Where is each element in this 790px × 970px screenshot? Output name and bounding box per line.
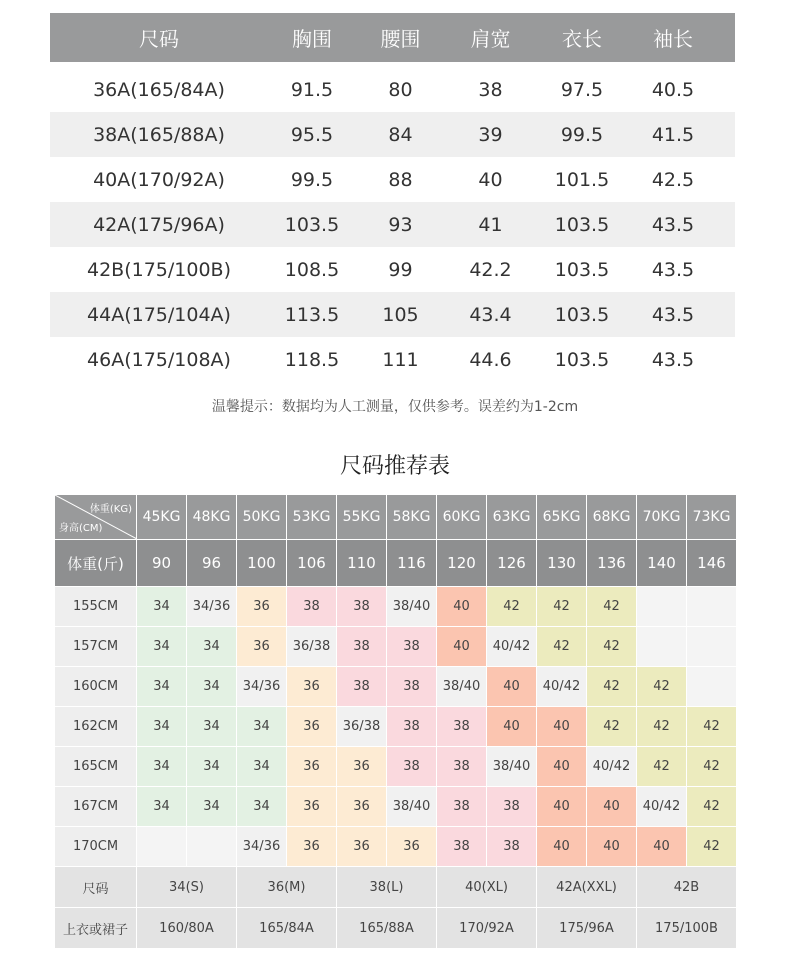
- size-cell: [187, 827, 237, 867]
- height-label: 155CM: [55, 587, 137, 627]
- weight-kg-cell: 48KG: [187, 495, 237, 540]
- header-waist: 腰围: [380, 27, 421, 51]
- size-cell: 34: [187, 747, 237, 787]
- size-table-header: [50, 13, 735, 62]
- table-row: [50, 202, 735, 247]
- weight-jin-cell: 110: [337, 540, 387, 587]
- table-cell: 84: [388, 123, 413, 146]
- table-cell: 93: [388, 213, 413, 236]
- weight-jin-cell: 136: [587, 540, 637, 587]
- table-cell: 101.5: [554, 168, 610, 191]
- size-cell: 42: [537, 627, 587, 667]
- size-cell: 42: [687, 747, 737, 787]
- table-row: [50, 337, 735, 382]
- weight-jin-label: 体重(斤): [55, 540, 137, 587]
- size-cell: 42: [637, 747, 687, 787]
- table-cell: 42A(175/96A): [93, 213, 225, 236]
- size-cell: [637, 587, 687, 627]
- table-cell: 42.5: [651, 168, 695, 191]
- weight-jin-cell: 130: [537, 540, 587, 587]
- size-cell: 34: [187, 787, 237, 827]
- size-cell: 38: [387, 667, 437, 707]
- size-cell: 36: [287, 667, 337, 707]
- garment-row: [55, 908, 737, 949]
- table-row: [50, 247, 735, 292]
- corner-weight-label: 体重(KG): [89, 504, 132, 515]
- garment-row-cell: 160/80A: [137, 908, 237, 949]
- size-row-cell: 40(XL): [437, 867, 537, 908]
- size-cell: 40/42: [487, 627, 537, 667]
- size-cell: [687, 587, 737, 627]
- table-row: [50, 112, 735, 157]
- table-cell: 43.5: [651, 258, 695, 281]
- table-cell: 88: [388, 168, 413, 191]
- size-cell: 40: [637, 827, 687, 867]
- table-cell: 41: [478, 213, 503, 236]
- size-cell: 42: [687, 707, 737, 747]
- size-cell: 36/38: [287, 627, 337, 667]
- size-cell: 40: [437, 627, 487, 667]
- height-label: 160CM: [55, 667, 137, 707]
- size-cell: 38: [287, 587, 337, 627]
- table-cell: 44.6: [469, 348, 512, 371]
- weight-kg-cell: 55KG: [337, 495, 387, 540]
- size-cell: 36: [287, 787, 337, 827]
- table-cell: 91.5: [290, 78, 334, 101]
- height-row: [55, 707, 737, 747]
- height-label: 165CM: [55, 747, 137, 787]
- header-chest: 胸围: [292, 27, 332, 51]
- size-cell: 36: [237, 587, 287, 627]
- recommend-table: [54, 494, 737, 949]
- size-cell: 40: [437, 587, 487, 627]
- weight-kg-row: [55, 495, 737, 540]
- size-cell: 36: [287, 707, 337, 747]
- size-row-cell: 38(L): [337, 867, 437, 908]
- table-cell: 103.5: [554, 213, 610, 236]
- table-cell: 103.5: [554, 303, 610, 326]
- size-cell: 38: [387, 747, 437, 787]
- table-row: [50, 292, 735, 337]
- size-cell: 40: [537, 827, 587, 867]
- weight-kg-cell: 53KG: [287, 495, 337, 540]
- size-cell: 34: [137, 747, 187, 787]
- height-label: 167CM: [55, 787, 137, 827]
- garment-row-cell: 175/96A: [537, 908, 637, 949]
- size-cell: 38: [437, 787, 487, 827]
- table-cell: 36A(165/84A): [93, 78, 225, 101]
- size-cell: 34: [137, 667, 187, 707]
- table-cell: 103.5: [554, 348, 610, 371]
- size-cell: 36/38: [337, 707, 387, 747]
- table-cell: 40A(170/92A): [93, 168, 225, 191]
- table-cell: 44A(175/104A): [87, 303, 231, 326]
- size-cell: 42: [537, 587, 587, 627]
- size-cell: 34: [137, 787, 187, 827]
- size-cell: 38: [437, 827, 487, 867]
- height-label: 170CM: [55, 827, 137, 867]
- table-cell: 43.4: [469, 303, 512, 326]
- weight-jin-row: [55, 540, 737, 587]
- weight-jin-cell: 140: [637, 540, 687, 587]
- size-cell: 34/36: [187, 587, 237, 627]
- size-cell: 40: [487, 667, 537, 707]
- size-cell: 40: [537, 707, 587, 747]
- table-cell: 43.5: [651, 213, 695, 236]
- table-cell: 46A(175/108A): [87, 348, 231, 371]
- garment-row-label: 上衣或裙子: [55, 908, 137, 949]
- corner-cell: [55, 495, 137, 540]
- size-cell: 38: [387, 627, 437, 667]
- garment-row-cell: 165/84A: [237, 908, 337, 949]
- size-cell: 40: [587, 827, 637, 867]
- size-cell: 40: [487, 707, 537, 747]
- size-row-label: 尺码: [55, 867, 137, 908]
- size-cell: 34: [187, 707, 237, 747]
- weight-kg-cell: 68KG: [587, 495, 637, 540]
- table-cell: 43.5: [651, 348, 695, 371]
- table-cell: 99.5: [290, 168, 334, 191]
- size-cell: 36: [337, 747, 387, 787]
- size-cell: 42: [587, 587, 637, 627]
- size-cell: 38/40: [387, 587, 437, 627]
- size-cell: [637, 627, 687, 667]
- size-cell: 34: [137, 707, 187, 747]
- size-row-cell: 36(M): [237, 867, 337, 908]
- table-cell: 103.5: [554, 258, 610, 281]
- header-shoulder: 肩宽: [470, 27, 511, 51]
- size-cell: 36: [287, 747, 337, 787]
- size-cell: 38: [487, 827, 537, 867]
- size-cell: 34/36: [237, 827, 287, 867]
- table-cell: 39: [478, 123, 503, 146]
- table-row: [50, 67, 735, 112]
- size-cell: 38: [337, 627, 387, 667]
- size-cell: 42: [637, 667, 687, 707]
- size-cell: 42: [587, 707, 637, 747]
- table-cell: 38A(165/88A): [93, 123, 225, 146]
- size-cell: 38: [437, 707, 487, 747]
- size-row: [55, 867, 737, 908]
- size-cell: 40/42: [537, 667, 587, 707]
- size-cell: 40/42: [587, 747, 637, 787]
- size-row-cell: 42A(XXL): [537, 867, 637, 908]
- weight-kg-cell: 45KG: [137, 495, 187, 540]
- size-cell: 38/40: [437, 667, 487, 707]
- weight-jin-cell: 90: [137, 540, 187, 587]
- size-cell: 38: [337, 667, 387, 707]
- table-cell: 118.5: [284, 348, 340, 371]
- weight-jin-cell: 120: [437, 540, 487, 587]
- table-cell: 99: [388, 258, 413, 281]
- size-cell: 34: [137, 627, 187, 667]
- height-row: [55, 747, 737, 787]
- size-cell: 38: [337, 587, 387, 627]
- height-row: [55, 787, 737, 827]
- size-cell: 36: [337, 827, 387, 867]
- size-cell: 42: [587, 667, 637, 707]
- header-length: 衣长: [562, 27, 602, 51]
- weight-jin-cell: 106: [287, 540, 337, 587]
- table-cell: 40.5: [651, 78, 695, 101]
- size-cell: [687, 667, 737, 707]
- height-row: [55, 827, 737, 867]
- size-row-cell: 42B: [637, 867, 737, 908]
- size-cell: 38: [387, 707, 437, 747]
- weight-kg-cell: 50KG: [237, 495, 287, 540]
- size-cell: 36: [237, 627, 287, 667]
- size-cell: 42: [637, 707, 687, 747]
- table-cell: 111: [382, 348, 419, 371]
- size-cell: 36: [337, 787, 387, 827]
- garment-row-cell: 170/92A: [437, 908, 537, 949]
- weight-kg-cell: 60KG: [437, 495, 487, 540]
- weight-kg-cell: 70KG: [637, 495, 687, 540]
- measurement-note: 温馨提示：数据均为人工测量，仅供参考。误差约为1-2cm: [211, 399, 579, 415]
- size-cell: 38: [487, 787, 537, 827]
- table-cell: 108.5: [284, 258, 340, 281]
- weight-jin-cell: 146: [687, 540, 737, 587]
- size-cell: 34: [187, 627, 237, 667]
- height-row: [55, 627, 737, 667]
- size-cell: [137, 827, 187, 867]
- size-cell: [687, 627, 737, 667]
- height-row: [55, 587, 737, 627]
- table-cell: 99.5: [560, 123, 604, 146]
- size-cell: 42: [687, 787, 737, 827]
- size-cell: 34: [137, 587, 187, 627]
- weight-kg-cell: 73KG: [687, 495, 737, 540]
- size-row-cell: 34(S): [137, 867, 237, 908]
- size-cell: 34: [237, 747, 287, 787]
- weight-kg-cell: 63KG: [487, 495, 537, 540]
- weight-kg-cell: 65KG: [537, 495, 587, 540]
- table-cell: 105: [382, 303, 419, 326]
- size-cell: 42: [687, 827, 737, 867]
- size-cell: 38: [437, 747, 487, 787]
- table-cell: 42B(175/100B): [86, 258, 231, 281]
- recommend-title: 尺码推荐表: [339, 454, 450, 479]
- table-cell: 95.5: [290, 123, 334, 146]
- size-cell: 34: [187, 667, 237, 707]
- size-cell: 38/40: [487, 747, 537, 787]
- header-size: 尺码: [139, 27, 179, 51]
- size-cell: 34/36: [237, 667, 287, 707]
- size-table-body: [50, 67, 735, 382]
- weight-jin-cell: 96: [187, 540, 237, 587]
- size-cell: 38/40: [387, 787, 437, 827]
- garment-row-cell: 165/88A: [337, 908, 437, 949]
- table-row: [50, 157, 735, 202]
- table-cell: 40: [478, 168, 503, 191]
- size-cell: 40/42: [637, 787, 687, 827]
- weight-jin-cell: 116: [387, 540, 437, 587]
- table-cell: 41.5: [651, 123, 695, 146]
- table-cell: 113.5: [284, 303, 340, 326]
- table-cell: 80: [388, 78, 413, 101]
- size-cell: 40: [537, 747, 587, 787]
- garment-row-cell: 175/100B: [637, 908, 737, 949]
- table-cell: 38: [478, 78, 503, 101]
- weight-jin-cell: 126: [487, 540, 537, 587]
- size-cell: 40: [537, 787, 587, 827]
- size-table: [50, 13, 735, 382]
- table-cell: 97.5: [560, 78, 604, 101]
- height-row: [55, 667, 737, 707]
- size-cell: 40: [587, 787, 637, 827]
- size-cell: 42: [587, 627, 637, 667]
- weight-kg-cell: 58KG: [387, 495, 437, 540]
- size-cell: 36: [387, 827, 437, 867]
- size-cell: 36: [287, 827, 337, 867]
- table-cell: 42.2: [469, 258, 512, 281]
- corner-height-label: 身高(CM): [59, 523, 103, 534]
- header-sleeve: 袖长: [653, 27, 693, 51]
- height-label: 157CM: [55, 627, 137, 667]
- size-cell: 42: [487, 587, 537, 627]
- height-label: 162CM: [55, 707, 137, 747]
- table-cell: 103.5: [284, 213, 340, 236]
- size-cell: 34: [237, 787, 287, 827]
- weight-jin-cell: 100: [237, 540, 287, 587]
- table-cell: 43.5: [651, 303, 695, 326]
- size-cell: 34: [237, 707, 287, 747]
